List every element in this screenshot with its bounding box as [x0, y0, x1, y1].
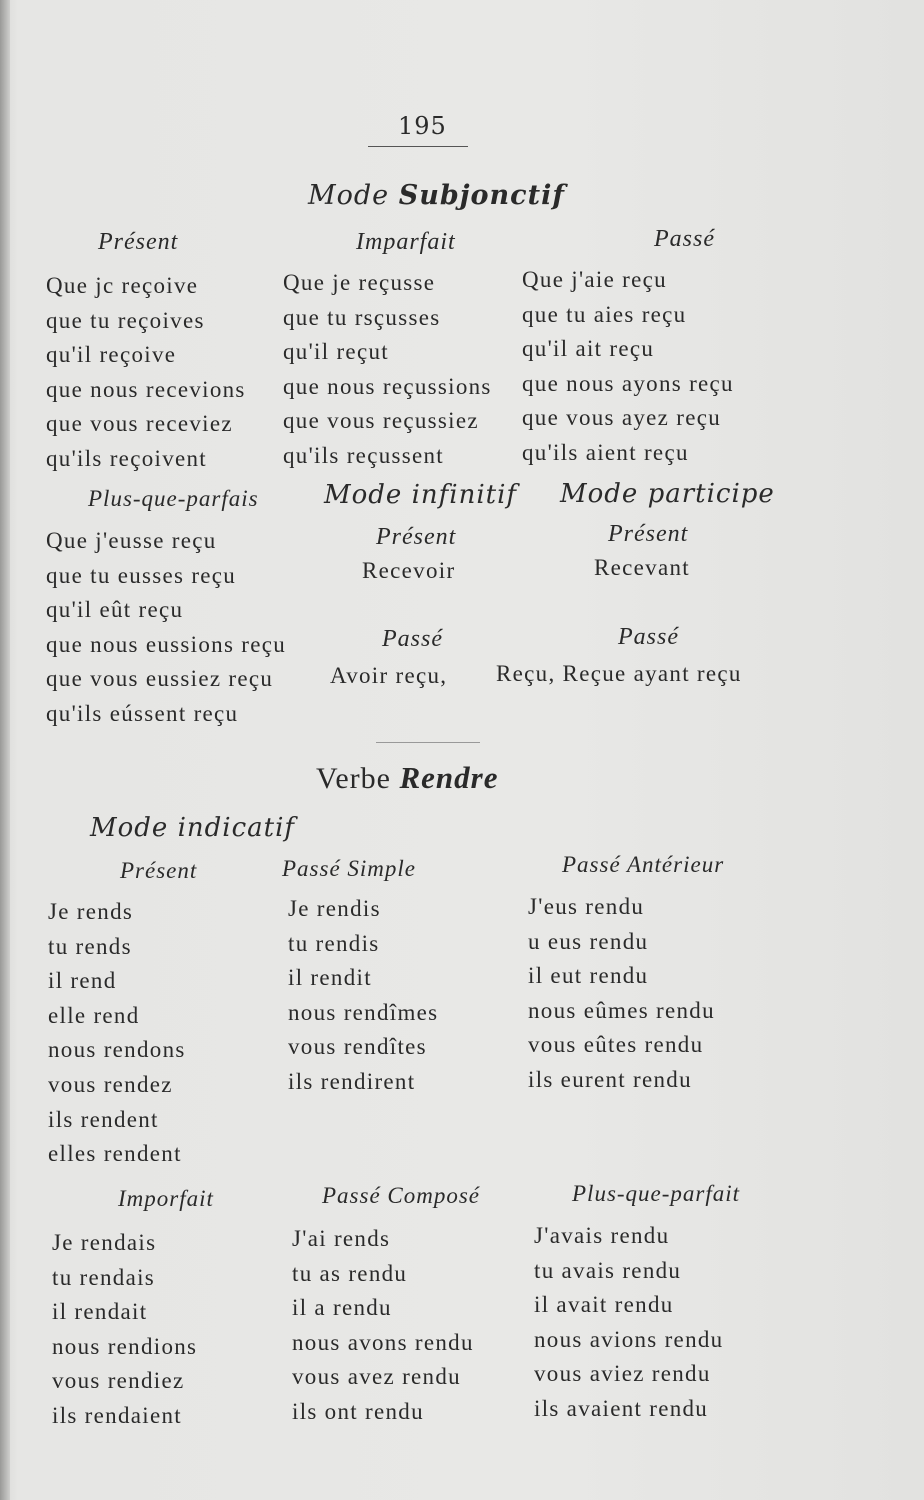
list-item: J'avais rendu: [534, 1223, 670, 1248]
section-divider: [376, 742, 480, 743]
participe-passe-heading: Passé: [618, 624, 679, 650]
list-item: tu avais rendu: [534, 1257, 682, 1283]
list-item: ils avaient rendu: [534, 1395, 709, 1421]
list-item: vous rendez: [48, 1071, 173, 1097]
indicatif-title: Mode indicatif: [90, 813, 296, 843]
list-item: tu rendis: [288, 930, 380, 956]
list-item: Que je reçusse: [283, 270, 436, 295]
page-number: 195: [398, 112, 447, 140]
list-item: J'ai rends: [292, 1226, 391, 1251]
indicatif-imparfait-heading: Imporfait: [118, 1186, 214, 1211]
list-item: que nous reçussions: [283, 373, 492, 399]
list-item: vous avez rendu: [292, 1364, 461, 1390]
list-item: vous aviez rendu: [534, 1361, 711, 1387]
list-item: que vous receviez: [46, 411, 233, 437]
infinitif-present-heading: Présent: [376, 524, 457, 550]
indicatif-imparfait-list: [52, 1226, 197, 1434]
subjonctif-title-prefix: Mode: [308, 180, 390, 211]
list-item: elles rendent: [48, 1141, 182, 1167]
list-item: nous rendîmes: [288, 999, 439, 1025]
list-item: ils rendaient: [52, 1402, 182, 1428]
subjonctif-passe-heading: Passé: [654, 226, 715, 252]
list-item: il rendait: [52, 1299, 148, 1325]
participe-present-heading: Présent: [608, 521, 689, 547]
list-item: il eut rendu: [528, 963, 649, 989]
indicatif-passe-anterieur-list: [528, 890, 715, 1098]
subjonctif-title-bold: Subjonctif: [398, 180, 565, 211]
indicatif-plus-que-parfait-heading: Plus-que-parfait: [572, 1181, 741, 1206]
verbe-title: [316, 760, 498, 796]
list-item: J'eus rendu: [528, 894, 645, 919]
participe-present-value: Recevant: [594, 555, 690, 580]
subjonctif-passe-list: [522, 263, 734, 471]
list-item: que tu aies reçu: [522, 301, 687, 327]
list-item: Je rendais: [52, 1230, 157, 1255]
indicatif-present-heading: Présent: [120, 858, 198, 883]
indicatif-passe-anterieur-heading: Passé Antérieur: [562, 852, 725, 877]
list-item: que tu reçoives: [46, 307, 205, 333]
page-number-rule: [368, 146, 468, 147]
subjonctif-present-list: [46, 269, 246, 477]
list-item: il rendit: [288, 965, 372, 991]
list-item: nous rendons: [48, 1037, 186, 1063]
list-item: nous rendions: [52, 1333, 198, 1359]
list-item: qu'ils eússent reçu: [46, 700, 239, 726]
list-item: qu'ils reçussent: [283, 442, 445, 468]
list-item: qu'il ait reçu: [522, 336, 655, 362]
subjonctif-imparfait-heading: Imparfait: [356, 229, 456, 255]
list-item: Que j'aie reçu: [522, 267, 667, 292]
list-item: que nous recevions: [46, 376, 246, 402]
list-item: vous rendîtes: [288, 1034, 427, 1060]
list-item: qu'ils aient reçu: [522, 439, 689, 465]
list-item: que nous ayons reçu: [522, 370, 734, 396]
indicatif-passe-simple-list: [288, 892, 438, 1100]
list-item: que vous eussiez reçu: [46, 666, 274, 692]
page-binding-edge: [0, 0, 10, 1500]
subjonctif-plus-que-parfait-list: [46, 524, 286, 732]
list-item: tu rendais: [52, 1264, 156, 1290]
list-item: nous avons rendu: [292, 1329, 474, 1355]
list-item: vous eûtes rendu: [528, 1032, 704, 1058]
indicatif-passe-compose-list: [292, 1222, 474, 1430]
list-item: tu as rendu: [292, 1260, 408, 1286]
list-item: elle rend: [48, 1002, 140, 1028]
list-item: que vous reçussiez: [283, 408, 479, 434]
list-item: ils rendent: [48, 1106, 159, 1132]
list-item: ils eurent rendu: [528, 1066, 692, 1092]
list-item: nous avions rendu: [534, 1326, 724, 1352]
infinitif-present-value: Recevoir: [362, 558, 456, 583]
list-item: nous eûmes rendu: [528, 997, 715, 1023]
list-item: que nous eussions reçu: [46, 631, 287, 657]
indicatif-passe-compose-heading: Passé Composé: [322, 1183, 481, 1208]
list-item: Que j'eusse reçu: [46, 528, 217, 553]
list-item: il rend: [48, 968, 117, 994]
verbe-name: Rendre: [399, 760, 499, 795]
participe-passe-value: Reçu, Reçue ayant reçu: [496, 661, 742, 686]
indicatif-present-list: [48, 895, 186, 1172]
indicatif-plus-que-parfait-list: [534, 1219, 723, 1427]
verbe-prefix: Verbe: [316, 762, 391, 795]
infinitif-passe-heading: Passé: [382, 626, 443, 652]
list-item: qu'il reçoive: [46, 342, 177, 368]
list-item: u eus rendu: [528, 928, 649, 954]
list-item: tu rends: [48, 933, 132, 959]
subjonctif-plus-que-parfait-heading: Plus-que-parfais: [88, 486, 259, 511]
subjonctif-imparfait-list: [283, 266, 492, 474]
list-item: il a rendu: [292, 1295, 392, 1321]
list-item: ils rendirent: [288, 1068, 416, 1094]
list-item: qu'il reçut: [283, 339, 389, 365]
indicatif-passe-simple-heading: Passé Simple: [282, 856, 417, 881]
list-item: Que jc reçoive: [46, 273, 199, 298]
list-item: que tu eusses reçu: [46, 562, 237, 588]
list-item: il avait rendu: [534, 1292, 674, 1318]
list-item: que tu rsçusses: [283, 304, 441, 330]
list-item: qu'ils reçoivent: [46, 445, 207, 471]
list-item: Je rendis: [288, 896, 381, 921]
list-item: qu'il eût reçu: [46, 597, 184, 623]
subjonctif-present-heading: Présent: [98, 229, 179, 255]
subjonctif-title: [308, 180, 565, 211]
participe-title: Mode participe: [560, 479, 775, 509]
list-item: ils ont rendu: [292, 1398, 424, 1424]
infinitif-passe-value: Avoir reçu,: [330, 663, 448, 688]
list-item: vous rendiez: [52, 1368, 185, 1394]
infinitif-title: Mode infinitif: [324, 480, 518, 510]
list-item: Je rends: [48, 899, 134, 924]
list-item: que vous ayez reçu: [522, 405, 722, 431]
